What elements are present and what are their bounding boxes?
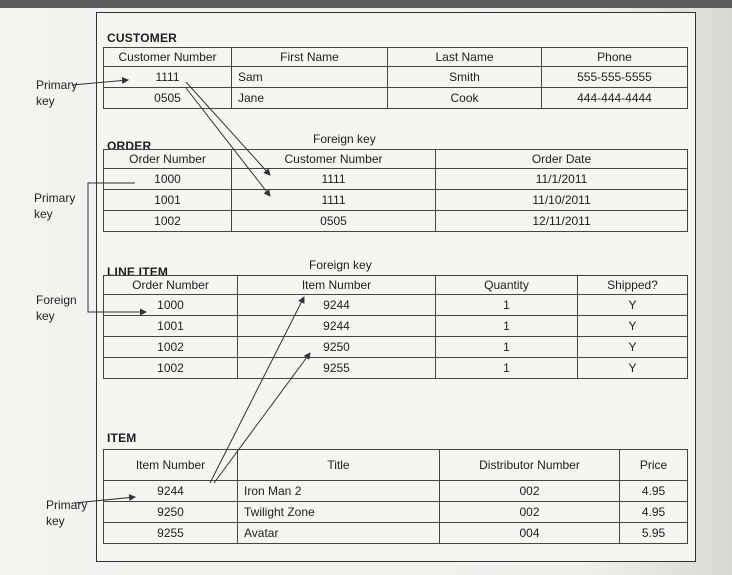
primary-key-label-item: Primary key — [46, 498, 88, 528]
primary-key-label-order: Primary key — [34, 191, 76, 221]
table-row — [104, 169, 688, 190]
table-cell: 002 — [440, 481, 620, 502]
item-col-header: Distributor Number — [440, 450, 620, 481]
table-cell: 0505 — [104, 88, 232, 109]
order-table-title: ORDER — [107, 139, 152, 153]
table-cell: 1002 — [104, 337, 238, 358]
table-cell: 1111 — [104, 67, 232, 88]
table-cell: 4.95 — [620, 481, 688, 502]
table-cell: 9244 — [238, 316, 436, 337]
table-cell: 444-444-4444 — [542, 88, 688, 109]
table-cell: 9244 — [238, 295, 436, 316]
customer-table-title: CUSTOMER — [107, 31, 178, 45]
table-cell: Y — [578, 358, 688, 379]
line-item-header-row — [104, 276, 688, 295]
table-cell: Y — [578, 337, 688, 358]
table-row — [104, 211, 688, 232]
table-cell: 1 — [436, 316, 578, 337]
table-row — [104, 67, 688, 88]
foreign-key-label-line-item: Foreign key — [36, 293, 77, 323]
item-col-header: Title — [238, 450, 440, 481]
table-cell: Cook — [388, 88, 542, 109]
table-row — [104, 316, 688, 337]
table-cell: 1000 — [104, 169, 232, 190]
line-item-col-header: Order Number — [104, 276, 238, 295]
table-row — [104, 358, 688, 379]
line-item-foreign-key-label: Foreign key — [309, 258, 372, 272]
table-cell: Sam — [232, 67, 388, 88]
table-cell: 9244 — [104, 481, 238, 502]
item-col-header: Item Number — [104, 450, 238, 481]
table-cell: 1 — [436, 295, 578, 316]
line-item-col-header: Shipped? — [578, 276, 688, 295]
table-cell: 1 — [436, 358, 578, 379]
customer-table — [103, 47, 688, 109]
table-cell: 002 — [440, 502, 620, 523]
table-cell: 004 — [440, 523, 620, 544]
line-item-col-header: Item Number — [238, 276, 436, 295]
table-cell: 9250 — [238, 337, 436, 358]
table-row — [104, 502, 688, 523]
order-foreign-key-label: Foreign key — [313, 132, 376, 146]
table-cell: 11/10/2011 — [436, 190, 688, 211]
table-cell: Y — [578, 316, 688, 337]
order-header-row — [104, 150, 688, 169]
order-col-header: Customer Number — [232, 150, 436, 169]
table-cell: 1001 — [104, 190, 232, 211]
table-row — [104, 88, 688, 109]
table-cell: Smith — [388, 67, 542, 88]
table-cell: 1000 — [104, 295, 238, 316]
order-col-header: Order Date — [436, 150, 688, 169]
customer-header-row — [104, 48, 688, 67]
table-row — [104, 190, 688, 211]
primary-key-label-customer: Primary key — [36, 78, 78, 108]
table-cell: 0505 — [232, 211, 436, 232]
table-cell: 1 — [436, 337, 578, 358]
line-item-table-title: LINE ITEM — [107, 265, 169, 279]
table-row — [104, 337, 688, 358]
customer-col-header: Customer Number — [104, 48, 232, 67]
table-cell: Iron Man 2 — [238, 481, 440, 502]
order-col-header: Order Number — [104, 150, 232, 169]
table-cell: Jane — [232, 88, 388, 109]
table-cell: 9250 — [104, 502, 238, 523]
page-top-rule — [0, 0, 732, 8]
order-table — [103, 149, 688, 232]
item-col-header: Price — [620, 450, 688, 481]
table-row — [104, 481, 688, 502]
table-cell: 1111 — [232, 169, 436, 190]
database-figure-frame — [96, 12, 696, 562]
table-cell: 1002 — [104, 211, 232, 232]
table-cell: 1001 — [104, 316, 238, 337]
table-row — [104, 523, 688, 544]
table-cell: 9255 — [104, 523, 238, 544]
line-item-table — [103, 275, 688, 379]
table-cell: 5.95 — [620, 523, 688, 544]
table-cell: 11/1/2011 — [436, 169, 688, 190]
table-cell: 4.95 — [620, 502, 688, 523]
table-cell: 9255 — [238, 358, 436, 379]
table-cell: 555-555-5555 — [542, 67, 688, 88]
item-table — [103, 449, 688, 544]
table-cell: Avatar — [238, 523, 440, 544]
customer-col-header: Phone — [542, 48, 688, 67]
item-table-title: ITEM — [107, 431, 137, 445]
table-row — [104, 295, 688, 316]
line-item-col-header: Quantity — [436, 276, 578, 295]
table-cell: Twilight Zone — [238, 502, 440, 523]
table-cell: Y — [578, 295, 688, 316]
table-cell: 12/11/2011 — [436, 211, 688, 232]
customer-col-header: Last Name — [388, 48, 542, 67]
customer-col-header: First Name — [232, 48, 388, 67]
table-cell: 1111 — [232, 190, 436, 211]
table-cell: 1002 — [104, 358, 238, 379]
item-header-row — [104, 450, 688, 481]
